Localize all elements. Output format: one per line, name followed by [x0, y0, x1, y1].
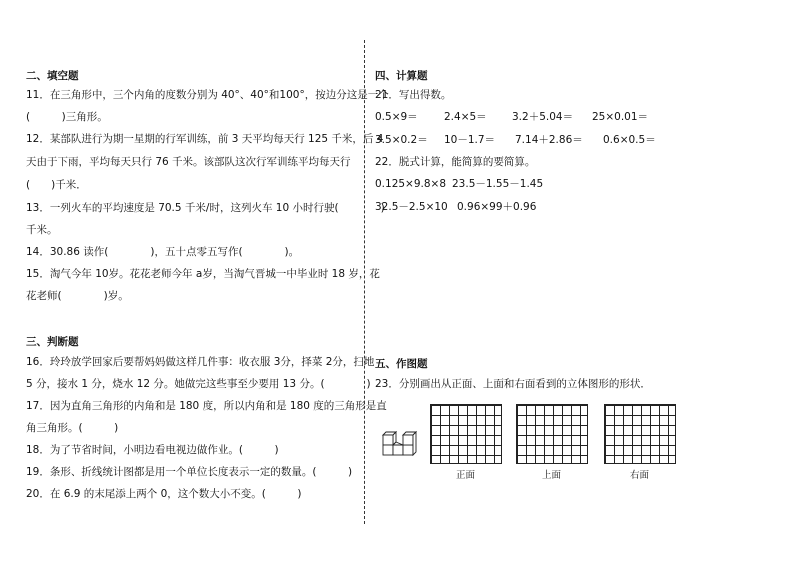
q13-line1: 13．一列火车的平均速度是 70.5 千米/时，这列火车 10 小时行驶( ): [26, 202, 385, 214]
calc-item: 2.4×5＝: [444, 111, 487, 123]
q16-line2: 5 分，接水 1 分，烧水 12 分。她做完这些事至少要用 13 分。( ): [26, 378, 371, 390]
right-view-label: 右面: [630, 470, 650, 481]
compute-item: 32.5－2.5×10: [375, 201, 448, 213]
q22: 22．脱式计算，能简算的要简算。: [375, 156, 536, 168]
q12-line3: ( )千米．: [26, 179, 87, 191]
q17-line1: 17．因为直角三角形的内角和是 180 度，所以内角和是 180 度的三角形是直: [26, 400, 387, 412]
q16-line1: 16．玲玲放学回家后要帮妈妈做这样几件事：收衣服 3分，择菜 2分，扫地: [26, 356, 375, 368]
compute-item: 0.96×99＋0.96: [457, 201, 537, 213]
cube-figure: [379, 428, 425, 458]
top-view-grid[interactable]: [516, 404, 588, 464]
q12-line1: 12．某部队进行为期一星期的行军训练，前 3 天平均每天行 125 千米，后 4: [26, 133, 384, 145]
q19: 19．条形、折线统计图都是用一个单位长度表示一定的数量。( ): [26, 466, 353, 478]
q11-line1: 11．在三角形中，三个内角的度数分别为 40°、40°和100°，按边分这是一个: [26, 89, 389, 101]
calc-item: 25×0.01＝: [592, 111, 649, 123]
compute-item: 0.125×9.8×8: [375, 178, 447, 190]
calc-item: 7.14＋2.86＝: [515, 134, 583, 146]
front-view-grid[interactable]: [430, 404, 502, 464]
column-divider: [364, 40, 365, 524]
q11-line2: ( )三角形。: [26, 111, 108, 123]
q13-line2: 千米。: [26, 224, 58, 236]
calc-item: 10－1.7＝: [444, 134, 496, 146]
calc-item: 3.5×0.2＝: [375, 134, 428, 146]
compute-item: 23.5－1.55－1.45: [452, 178, 544, 190]
q17-line2: 角三角形。( ): [26, 422, 119, 434]
calc-item: 3.2＋5.04＝: [512, 111, 574, 123]
q20: 20．在 6.9 的末尾添上两个 0，这个数大小不变。( ): [26, 488, 302, 500]
calc-item: 0.5×9＝: [375, 111, 418, 123]
q18: 18．为了节省时间，小明边看电视边做作业。( ): [26, 444, 279, 456]
section2-title: 二、填空题: [26, 70, 79, 82]
front-view-label: 正面: [456, 470, 476, 481]
top-view-label: 上面: [542, 470, 562, 481]
q14: 14．30.86 读作( )，五十点零五写作( )。: [26, 246, 300, 258]
q12-line2: 天由于下雨，平均每天只行 76 千米。该部队这次行军训练平均每天行: [26, 156, 351, 168]
q15-line1: 15．淘气今年 10岁。花花老师今年 a岁，当淘气晋城一中毕业时 18 岁，花: [26, 268, 380, 280]
section4-title: 四、计算题: [375, 70, 428, 82]
section3-title: 三、判断题: [26, 336, 79, 348]
q21: 21．写出得数。: [375, 89, 452, 101]
right-view-grid[interactable]: [604, 404, 676, 464]
q23: 23．分别画出从正面、上面和右面看到的立体图形的形状．: [375, 378, 651, 390]
calc-item: 0.6×0.5＝: [603, 134, 656, 146]
section5-title: 五、作图题: [375, 358, 428, 370]
q15-line2: 花老师( )岁。: [26, 290, 129, 302]
